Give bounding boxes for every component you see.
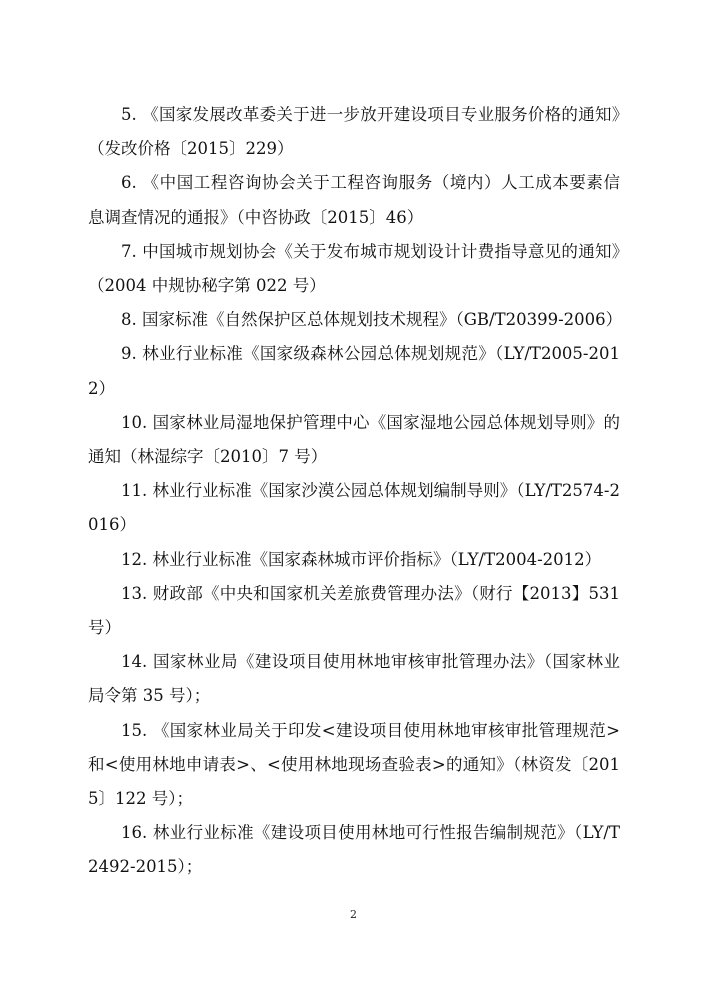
reference-item-14: 14. 国家林业局《建设项目使用林地审核审批管理办法》（国家林业局令第 35 号）； xyxy=(88,652,620,706)
reference-item-15: 15. 《国家林业局关于印发<建设项目使用林地审核审批管理规范>和<使用林地申请表>、<使用林地现场查验表>的通知》（林资发〔2015〕122 号）； xyxy=(88,720,620,809)
reference-item-12: 12. 林业行业标准《国家森林城市评价指标》（LY/T2004-2012） xyxy=(121,549,602,569)
reference-item-13: 13. 财政部《中央和国家机关差旅费管理办法》（财行【2013】531 号） xyxy=(88,583,620,638)
reference-list xyxy=(88,98,623,885)
page-number: 2 xyxy=(350,908,357,921)
reference-item-5: 5. 《国家发展改革委关于进一步放开建设项目专业服务价格的通知》（发改价格〔2015〕229） xyxy=(88,105,620,159)
reference-item-11: 11. 林业行业标准《国家沙漠公园总体规划编制导则》（LY/T2574-2016） xyxy=(88,481,620,535)
reference-item-8: 8. 国家标准《自然保护区总体规划技术规程》（GB/T20399-2006） xyxy=(121,310,623,330)
reference-item-9: 9. 林业行业标准《国家级森林公园总体规划规范》（LY/T2005-2012） xyxy=(88,344,620,398)
reference-item-7: 7. 中国城市规划协会《关于发布城市规划设计计费指导意见的通知》（2004 中规协秘字第 022 号） xyxy=(88,241,620,296)
reference-item-10: 10. 国家林业局湿地保护管理中心《国家湿地公园总体规划导则》的通知（林湿综字〔2010〕7 号） xyxy=(88,412,620,467)
reference-item-16: 16. 林业行业标准《建设项目使用林地可行性报告编制规范》（LY/T 2492-2015）； xyxy=(88,823,620,877)
reference-item-6: 6. 《中国工程咨询协会关于工程咨询服务（境内）人工成本要素信息调查情况的通报》（中咨协政〔2015〕46） xyxy=(88,173,620,227)
